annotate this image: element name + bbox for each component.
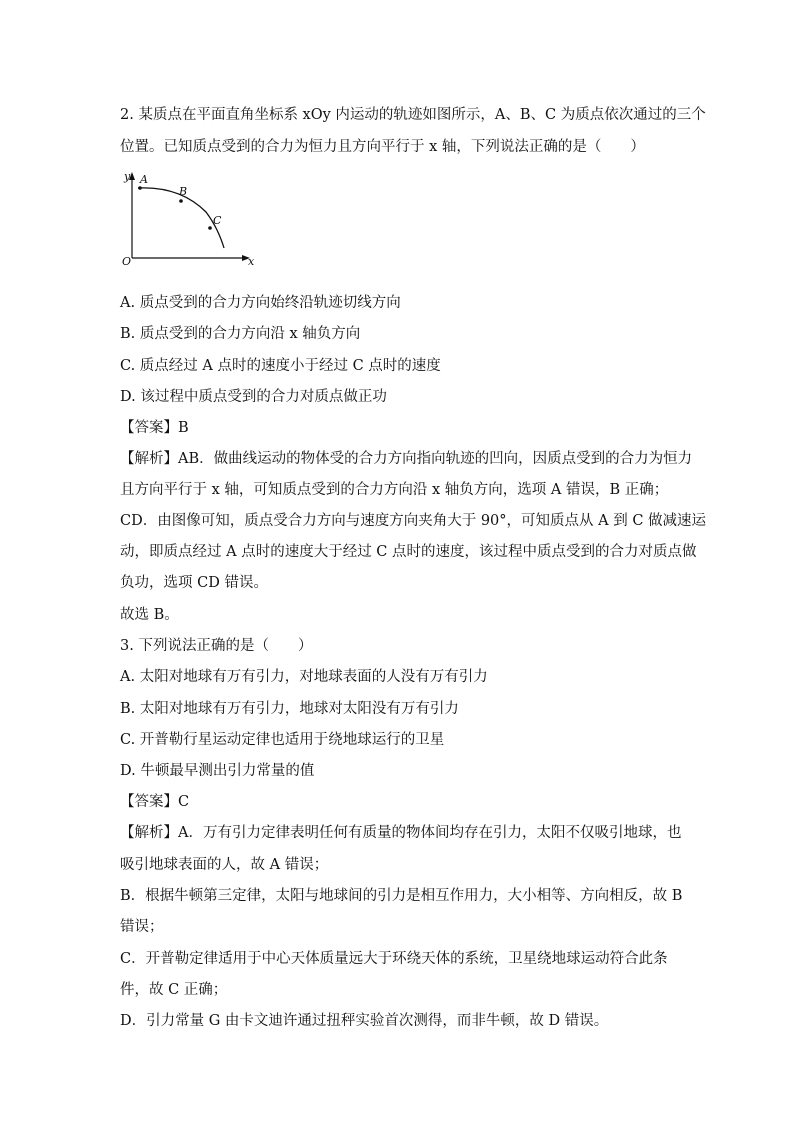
q2-analysis-line1: 【解析】AB．做曲线运动的物体受的合力方向指向轨迹的凹向，因质点受到的合力为恒力	[120, 451, 693, 467]
q2-analysis-line3: CD．由图像可知，质点受合力方向与速度方向夹角大于 90°，可知质点从 A 到 C 做减速运	[120, 513, 707, 529]
q3-option-a: A. 太阳对地球有万有引力，对地球表面的人没有万有引力	[120, 669, 488, 685]
y-axis-label: y	[124, 170, 131, 183]
trajectory-figure	[118, 168, 268, 270]
q3-option-c: C. 开普勒行星运动定律也适用于绕地球运行的卫星	[120, 732, 445, 748]
q3-analysis-line4: 错误；	[120, 919, 164, 935]
q3-analysis-line1: 【解析】A．万有引力定律表明任何有质量的物体间均存在引力，太阳不仅吸引地球，也	[120, 825, 682, 841]
q2-analysis-line2: 且方向平行于 x 轴，可知质点受到的合力方向沿 x 轴负方向，选项 A 错误，B 正确；	[120, 482, 669, 498]
q3-stem: 3. 下列说法正确的是（ ）	[120, 638, 313, 654]
q3-option-d: D. 牛顿最早测出引力常量的值	[120, 763, 315, 779]
point-a-dot	[138, 186, 142, 190]
q2-analysis-line6: 故选 B。	[120, 607, 179, 623]
point-b-label: B	[179, 185, 188, 198]
q3-analysis-line7: D．引力常量 G 由卡文迪许通过扭秤实验首次测得，而非牛顿，故 D 错误。	[120, 1013, 609, 1029]
q2-option-c: C. 质点经过 A 点时的速度小于经过 C 点时的速度	[120, 358, 441, 374]
q2-analysis-line5: 负功，选项 CD 错误。	[120, 575, 268, 591]
q2-answer: 【答案】B	[120, 420, 189, 436]
x-axis-label: x	[248, 255, 255, 268]
origin-label: O	[122, 255, 132, 268]
point-b-dot	[179, 199, 183, 203]
q2-stem-line1: 2. 某质点在平面直角坐标系 xOy 内运动的轨迹如图所示，A、B、C 为质点依次通过的三个	[120, 107, 706, 123]
point-c-label: C	[213, 214, 222, 227]
q2-option-d: D. 该过程中质点受到的合力对质点做正功	[120, 389, 387, 405]
point-a-label: A	[140, 173, 148, 186]
q3-answer: 【答案】C	[120, 794, 190, 810]
q3-analysis-line6: 件，故 C 正确；	[120, 982, 228, 998]
q2-option-a: A. 质点受到的合力方向始终沿轨迹切线方向	[120, 295, 401, 311]
q2-analysis-line4: 动，即质点经过 A 点时的速度大于经过 C 点时的速度，该过程中质点受到的合力对质点做	[120, 544, 697, 560]
q2-stem-line2: 位置。已知质点受到的合力为恒力且方向平行于 x 轴，下列说法正确的是（ ）	[120, 139, 645, 155]
q3-analysis-line2: 吸引地球表面的人，故 A 错误；	[120, 857, 329, 873]
q3-option-b: B. 太阳对地球有万有引力，地球对太阳没有万有引力	[120, 701, 459, 717]
q2-option-b: B. 质点受到的合力方向沿 x 轴负方向	[120, 326, 361, 342]
q3-analysis-line3: B．根据牛顿第三定律，太阳与地球间的引力是相互作用力，大小相等、方向相反，故 B	[120, 888, 683, 904]
point-c-dot	[208, 226, 212, 230]
q3-analysis-line5: C．开普勒定律适用于中心天体质量远大于环绕天体的系统，卫星绕地球运动符合此条	[120, 951, 668, 967]
